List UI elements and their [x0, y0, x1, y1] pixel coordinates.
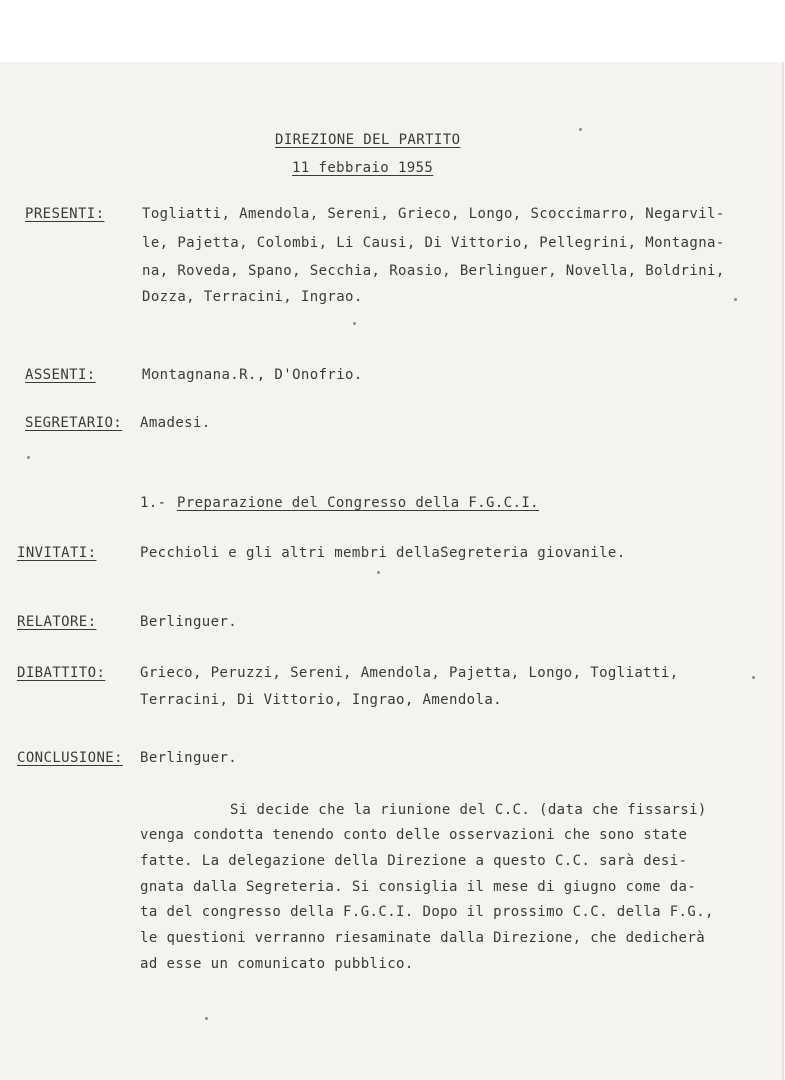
relatore-label: RELATORE:	[17, 614, 97, 630]
invitati-label: INVITATI:	[17, 545, 97, 561]
decision-line: ta del congresso della F.G.C.I. Dopo il prossimo C.C. della F.G.,	[140, 904, 714, 920]
presenti-line: na, Roveda, Spano, Secchia, Roasio, Berlinguer, Novella, Boldrini,	[142, 263, 725, 279]
decision-line: fatte. La delegazione della Direzione a questo C.C. sarà desi-	[140, 853, 688, 869]
presenti-label: PRESENTI:	[25, 206, 105, 222]
conclusione-label: CONCLUSIONE:	[17, 750, 123, 766]
conclusione-value: Berlinguer.	[140, 750, 238, 766]
paper-speck	[27, 456, 30, 459]
dibattito-line: Terracini, Di Vittorio, Ingrao, Amendola.	[140, 692, 502, 708]
invitati-value: Pecchioli e gli altri membri dellaSegreteria giovanile.	[140, 545, 626, 561]
relatore-value: Berlinguer.	[140, 614, 238, 630]
presenti-line: Dozza, Terracini, Ingrao.	[142, 289, 363, 305]
paper-speck	[734, 298, 737, 301]
agenda-item-number: 1.-	[140, 495, 167, 511]
assenti-label: ASSENTI:	[25, 367, 96, 383]
presenti-line: le, Pajetta, Colombi, Li Causi, Di Vittorio, Pellegrini, Montagna-	[142, 235, 725, 251]
agenda-item-title: Preparazione del Congresso della F.G.C.I.	[177, 495, 539, 511]
presenti-line: Togliatti, Amendola, Sereni, Grieco, Longo, Scoccimarro, Negarvil-	[142, 206, 725, 222]
paper-speck	[353, 322, 356, 325]
assenti-value: Montagnana.R., D'Onofrio.	[142, 367, 363, 383]
segretario-label: SEGRETARIO:	[25, 415, 123, 431]
decision-line: Si decide che la riunione del C.C. (data che fissarsi)	[230, 802, 707, 818]
decision-line: gnata dalla Segreteria. Si consiglia il mese di giugno come da-	[140, 879, 697, 895]
decision-line: ad esse un comunicato pubblico.	[140, 956, 414, 972]
decision-line: le questioni verranno riesaminate dalla Direzione, che dedicherà	[140, 930, 706, 946]
paper-speck	[205, 1017, 208, 1020]
dibattito-label: DIBATTITO:	[17, 665, 106, 681]
paper-speck	[752, 676, 755, 679]
dibattito-line: Grieco, Peruzzi, Sereni, Amendola, Pajetta, Longo, Togliatti,	[140, 665, 679, 681]
document-title: DIREZIONE DEL PARTITO	[275, 132, 461, 148]
decision-line: venga condotta tenendo conto delle osservazioni che sono state	[140, 827, 688, 843]
paper-speck	[377, 571, 380, 574]
segretario-value: Amadesi.	[140, 415, 211, 431]
paper-speck	[579, 128, 582, 131]
meeting-date: 11 febbraio 1955	[292, 160, 434, 176]
